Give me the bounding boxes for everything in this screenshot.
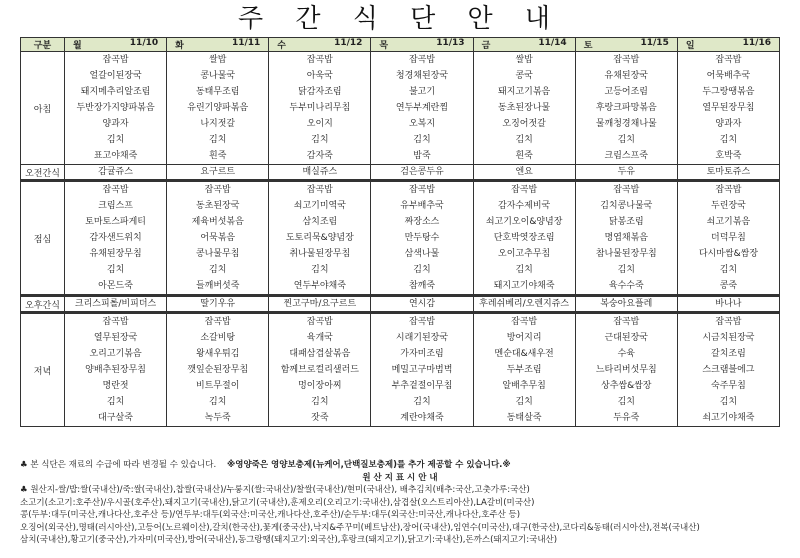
origin-line: ♣ 원산지-쌀/밥:쌀(국내산)/죽:쌀(국내산),찹쌀(국내산)/누룽지(쌀:국내산)/찰쌀(국내산)/현미(국내산), 배추김치(배추:국산,고춧가루:국산) bbox=[20, 485, 530, 495]
page-title: 주 간 식 단 안 내 bbox=[237, 4, 563, 34]
menu-item: 삼색나물 bbox=[404, 249, 440, 259]
menu-item: 잡곡밥 bbox=[613, 317, 640, 327]
menu-item: 소갈비탕 bbox=[200, 333, 236, 343]
menu-item: 상추쌈&쌈장 bbox=[601, 381, 652, 391]
menu-item: 크림스프죽 bbox=[604, 151, 649, 161]
day-header: 일 11/16 bbox=[677, 38, 779, 52]
snack-cell: 엔요 bbox=[473, 165, 575, 181]
header-row bbox=[21, 38, 780, 52]
menu-item: 동태무조림 bbox=[195, 87, 240, 97]
menu-item: 유채된장국 bbox=[604, 71, 649, 81]
origin-line: 콩(두부:대두(미국산,캐나다산,호주산 등)/연두부:대두(외국산:미국산,캐나다산,호주산)/순두부:대두(외국산:미국산,캐나다산,호주산 등) bbox=[20, 510, 521, 520]
menu-item: 열무된장무침 bbox=[702, 103, 755, 113]
menu-item: 토마토스파게티 bbox=[85, 217, 146, 227]
menu-item: 고등어조림 bbox=[604, 87, 649, 97]
menu-item: 김치 bbox=[209, 397, 227, 407]
menu-item: 동초된장국 bbox=[195, 201, 240, 211]
menu-item: 수육 bbox=[617, 349, 635, 359]
menu-item: 후랑크파망볶음 bbox=[595, 103, 657, 113]
menu-item: 흰죽 bbox=[515, 151, 533, 161]
menu-item: 계란야채죽 bbox=[400, 413, 444, 423]
menu-item: 김치 bbox=[311, 135, 329, 145]
menu-item: 양과자 bbox=[102, 119, 129, 129]
menu-item: 두반장가지양파볶음 bbox=[76, 103, 155, 113]
menu-item: 제육버섯볶음 bbox=[191, 217, 244, 227]
menu-item: 감자죽 bbox=[306, 151, 333, 161]
snack-cell: 딸기우유 bbox=[167, 296, 269, 313]
menu-item: 육수수죽 bbox=[608, 281, 644, 291]
menu-item: 두린장국 bbox=[711, 201, 746, 211]
menu-item: 쇠고기볶음 bbox=[706, 217, 751, 227]
menu-item: 쇠고기미역국 bbox=[293, 201, 346, 211]
meal-cell bbox=[677, 181, 779, 296]
notice-line: ♣ 본 식단은 재료의 수급에 따라 변경될 수 있습니다. ※영양죽은 영양보충제(뉴케어,단백질보충제)를 추가 제공할 수 있습니다.※ bbox=[20, 460, 511, 470]
origin-line: 오징어(외국산),명태(러시아산),고등어(노르웨이산),갈치(한국산),꽃게(중국산),낙지&주꾸미(베트남산),장어(국내산),임연수(미국산),대구(한국산),코다리&동태(러시아산),전복(국내산) bbox=[20, 522, 700, 533]
menu-item: 두부조림 bbox=[506, 365, 542, 375]
meal-cell bbox=[65, 52, 167, 165]
menu-item: 오복지 bbox=[408, 119, 436, 129]
menu-item: 멍이장아찌 bbox=[298, 381, 342, 391]
lunch-row bbox=[21, 181, 780, 296]
menu-item: 들깨버섯죽 bbox=[195, 281, 240, 291]
menu-item: 잡곡밥 bbox=[511, 317, 538, 327]
menu-item: 유부배추국 bbox=[400, 201, 444, 211]
menu-item: 김치 bbox=[413, 265, 431, 275]
menu-item: 잡곡밥 bbox=[715, 317, 742, 327]
menu-item: 가자미조림 bbox=[400, 349, 444, 359]
menu-item: 도토리묵&양념장 bbox=[285, 233, 354, 243]
menu-item: 부추겉절이무침 bbox=[391, 381, 453, 391]
snack-cell: 바나나 bbox=[677, 296, 779, 313]
menu-item: 김치 bbox=[617, 397, 635, 407]
menu-item: 물깨청경채나물 bbox=[595, 119, 657, 129]
menu-item: 오이고추무침 bbox=[498, 249, 551, 259]
menu-item: 참나물된장무침 bbox=[595, 249, 657, 259]
menu-item: 쌀밥 bbox=[515, 55, 533, 65]
snack-cell: 매실쥬스 bbox=[269, 165, 371, 181]
menu-item: 쇠고기오이&양념장 bbox=[485, 217, 563, 227]
menu-item: 명란젓 bbox=[102, 381, 129, 391]
menu-item: 짜장소스 bbox=[404, 217, 440, 227]
menu-item: 김치 bbox=[209, 265, 227, 275]
menu-item: 삼치조림 bbox=[302, 217, 338, 227]
menu-item: 두유죽 bbox=[613, 413, 640, 423]
menu-item: 쇠고기야채죽 bbox=[702, 413, 755, 423]
menu-item: 유린기양파볶음 bbox=[187, 103, 249, 113]
menu-item: 시래기된장국 bbox=[395, 333, 449, 343]
menu-item: 표고야채죽 bbox=[93, 151, 138, 161]
menu-item: 감자수제비국 bbox=[498, 201, 551, 211]
menu-item: 김치 bbox=[617, 135, 635, 145]
menu-item: 어묵볶음 bbox=[200, 233, 236, 243]
meal-cell bbox=[65, 181, 167, 296]
menu-item: 청경채된장국 bbox=[395, 71, 449, 81]
category-label: 저녁 bbox=[21, 313, 65, 427]
meal-cell bbox=[65, 313, 167, 427]
meal-cell bbox=[473, 181, 575, 296]
menu-item: 밤죽 bbox=[413, 151, 431, 161]
menu-item: 더덕무침 bbox=[711, 233, 746, 243]
menu-item: 알배추무침 bbox=[502, 381, 546, 391]
meal-cell bbox=[269, 181, 371, 296]
menu-item: 김치 bbox=[515, 397, 533, 407]
notes-section bbox=[20, 459, 780, 547]
menu-item: 만두탕수 bbox=[404, 233, 440, 243]
menu-item: 얼갈이된장국 bbox=[89, 71, 142, 81]
menu-item: 스크램블에그 bbox=[702, 365, 755, 375]
menu-item: 다시마쌈&쌈장 bbox=[698, 249, 759, 259]
menu-item: 방어지리 bbox=[506, 333, 542, 343]
menu-item: 아몬드죽 bbox=[98, 281, 133, 291]
menu-item: 비트무절이 bbox=[195, 381, 240, 391]
menu-item: 김치 bbox=[617, 265, 635, 275]
menu-item: 감자샌드위치 bbox=[89, 233, 142, 243]
menu-item: 대패삼겹살볶음 bbox=[289, 349, 351, 359]
menu-item: 콩국 bbox=[515, 71, 533, 81]
origin-line: 소고기(소고기:호주산)/우시골(호주산),돼지고기(국내산),닭고기(국내산),훈제오리(오리고기:국내산),삼겹살(오스트리아산),LA갈비(미국산) bbox=[20, 497, 535, 508]
day-header: 월 11/10 bbox=[65, 38, 167, 52]
menu-item: 두부미나리무침 bbox=[289, 103, 351, 113]
pm-snack-row bbox=[21, 296, 780, 313]
menu-item: 김치 bbox=[515, 265, 533, 275]
menu-item: 콩나물무침 bbox=[195, 249, 240, 259]
menu-item: 김치 bbox=[413, 397, 431, 407]
menu-item: 잡곡밥 bbox=[613, 55, 640, 65]
menu-item: 양배추된장무침 bbox=[85, 365, 146, 375]
menu-item: 돼지메추리알조림 bbox=[80, 87, 151, 97]
menu-item: 오리고기볶음 bbox=[89, 349, 142, 359]
menu-item: 취나물된장무침 bbox=[289, 249, 351, 259]
menu-item: 어묵배추국 bbox=[706, 71, 751, 81]
menu-item: 잡곡밥 bbox=[306, 185, 333, 195]
menu-item: 김치콩나물국 bbox=[600, 201, 653, 211]
day-header: 목 11/13 bbox=[371, 38, 473, 52]
menu-item: 잡곡밥 bbox=[715, 185, 742, 195]
menu-item: 동태살죽 bbox=[506, 413, 542, 423]
menu-item: 갈치조림 bbox=[711, 349, 746, 359]
meal-cell bbox=[371, 313, 473, 427]
menu-item: 두그랑땡볶음 bbox=[702, 87, 755, 97]
menu-item: 왕새우튀김 bbox=[195, 349, 240, 359]
menu-item: 육개국 bbox=[306, 333, 333, 343]
menu-item: 근대된장국 bbox=[604, 333, 649, 343]
menu-item: 열무된장국 bbox=[93, 333, 138, 343]
menu-item: 나지젓갈 bbox=[200, 119, 236, 129]
menu-item: 잡곡밥 bbox=[204, 185, 231, 195]
day-header: 화 11/11 bbox=[167, 38, 269, 52]
menu-item: 연두부야채죽 bbox=[293, 281, 346, 291]
menu-item: 잡곡밥 bbox=[102, 317, 129, 327]
menu-item: 멘순대&새우전 bbox=[494, 349, 554, 359]
menu-item: 쌀밥 bbox=[209, 55, 227, 65]
menu-item: 잡곡밥 bbox=[102, 185, 129, 195]
category-label: 아침 bbox=[21, 52, 65, 165]
meal-cell bbox=[371, 52, 473, 165]
menu-item: 김치 bbox=[719, 135, 738, 145]
menu-item: 함께브로컬리샐러드 bbox=[280, 365, 359, 375]
meal-cell bbox=[167, 52, 269, 165]
day-header: 수 11/12 bbox=[269, 38, 371, 52]
menu-item: 아욱국 bbox=[306, 71, 333, 81]
corner-label: 구분 bbox=[21, 38, 65, 52]
menu-item: 김치 bbox=[413, 135, 431, 145]
am-snack-row bbox=[21, 165, 780, 181]
menu-item: 잡곡밥 bbox=[613, 185, 640, 195]
category-label: 오후간식 bbox=[21, 296, 65, 313]
snack-cell: 후레쉬베리/오렌지쥬스 bbox=[473, 296, 575, 313]
menu-item: 녹두죽 bbox=[204, 413, 231, 423]
snack-cell: 요구르트 bbox=[167, 165, 269, 181]
menu-item: 잡곡밥 bbox=[204, 317, 231, 327]
menu-item: 느타리버섯무침 bbox=[595, 365, 657, 375]
menu-item: 잡곡밥 bbox=[102, 55, 129, 65]
menu-item: 콩죽 bbox=[719, 281, 738, 291]
menu-item: 오징어젓갈 bbox=[502, 119, 546, 129]
menu-item: 김치 bbox=[311, 397, 329, 407]
menu-item: 잡곡밥 bbox=[511, 185, 538, 195]
category-label: 오전간식 bbox=[21, 165, 65, 181]
menu-item: 잡곡밥 bbox=[306, 55, 333, 65]
menu-item: 김치 bbox=[719, 397, 738, 407]
menu-item: 연두부계란찜 bbox=[395, 103, 449, 113]
menu-item: 크림스프 bbox=[98, 201, 133, 211]
snack-cell: 두유 bbox=[575, 165, 677, 181]
menu-item: 호박죽 bbox=[715, 151, 742, 161]
meal-cell bbox=[473, 52, 575, 165]
menu-item: 김치 bbox=[311, 265, 329, 275]
meal-cell bbox=[575, 181, 677, 296]
menu-item: 양과자 bbox=[715, 119, 742, 129]
day-header: 금 11/14 bbox=[473, 38, 575, 52]
meal-cell bbox=[371, 181, 473, 296]
menu-item: 김치 bbox=[106, 397, 125, 407]
meal-cell bbox=[269, 52, 371, 165]
breakfast-row bbox=[21, 52, 780, 165]
menu-item: 잡곡밥 bbox=[715, 55, 742, 65]
menu-item: 불고기 bbox=[408, 87, 436, 97]
menu-item: 명엽채볶음 bbox=[604, 233, 649, 243]
menu-item: 시금치된장국 bbox=[702, 333, 755, 343]
menu-item: 잡곡밥 bbox=[306, 317, 333, 327]
snack-cell: 복숭아요플레 bbox=[575, 296, 677, 313]
menu-item: 돼지고기야채죽 bbox=[493, 281, 555, 291]
menu-item: 동초된장나물 bbox=[498, 103, 551, 113]
menu-item: 돼지고기볶음 bbox=[498, 87, 551, 97]
menu-item: 숙주무침 bbox=[711, 381, 746, 391]
menu-item: 김치 bbox=[106, 265, 125, 275]
menu-item: 단호박엿장조림 bbox=[493, 233, 555, 243]
menu-item: 메밀고구마범벅 bbox=[391, 365, 453, 375]
menu-item: 대구살죽 bbox=[98, 413, 133, 423]
dinner-row bbox=[21, 313, 780, 427]
menu-item: 깻잎순된장무침 bbox=[187, 365, 249, 375]
snack-cell: 검은콩두유 bbox=[371, 165, 473, 181]
menu-item: 콩나물국 bbox=[200, 71, 236, 81]
meal-cell bbox=[677, 52, 779, 165]
snack-cell: 찐고구마/요구르트 bbox=[269, 296, 371, 313]
menu-item: 잡곡밥 bbox=[408, 55, 436, 65]
snack-cell: 감귤쥬스 bbox=[65, 165, 167, 181]
menu-item: 흰죽 bbox=[209, 151, 227, 161]
menu-item: 닭봉조림 bbox=[608, 217, 644, 227]
menu-item: 김치 bbox=[106, 135, 125, 145]
category-label: 점심 bbox=[21, 181, 65, 296]
menu-item: 김치 bbox=[719, 265, 738, 275]
menu-item: 참깨죽 bbox=[408, 281, 436, 291]
weekly-menu-table bbox=[20, 37, 780, 427]
meal-cell bbox=[575, 52, 677, 165]
meal-cell bbox=[167, 313, 269, 427]
menu-item: 잣죽 bbox=[311, 413, 329, 423]
menu-item: 잡곡밥 bbox=[408, 317, 436, 327]
snack-cell: 연시감 bbox=[371, 296, 473, 313]
meal-cell bbox=[473, 313, 575, 427]
menu-item: 김치 bbox=[515, 135, 533, 145]
meal-cell bbox=[575, 313, 677, 427]
meal-cell bbox=[269, 313, 371, 427]
menu-item: 유채된장무침 bbox=[89, 249, 142, 259]
origin-line: 삼치(국내산),황고기(중국산),가자미(미국산),방어(국내산),동그랑땡(돼지고기:외국산),후랑크(돼지고기),닭고기:국내산),돈까스(돼지고기:국내산) bbox=[20, 535, 558, 545]
origin-title: 원 산 지 표 시 안 내 bbox=[362, 472, 438, 483]
menu-item: 잡곡밥 bbox=[408, 185, 436, 195]
snack-cell: 크리스피롤/비피더스 bbox=[65, 296, 167, 313]
snack-cell: 토마토쥬스 bbox=[677, 165, 779, 181]
day-header: 토 11/15 bbox=[575, 38, 677, 52]
menu-item: 닭감자조림 bbox=[298, 87, 342, 97]
meal-cell bbox=[677, 313, 779, 427]
menu-item: 김치 bbox=[209, 135, 227, 145]
menu-item: 오이지 bbox=[306, 119, 333, 129]
meal-cell bbox=[167, 181, 269, 296]
